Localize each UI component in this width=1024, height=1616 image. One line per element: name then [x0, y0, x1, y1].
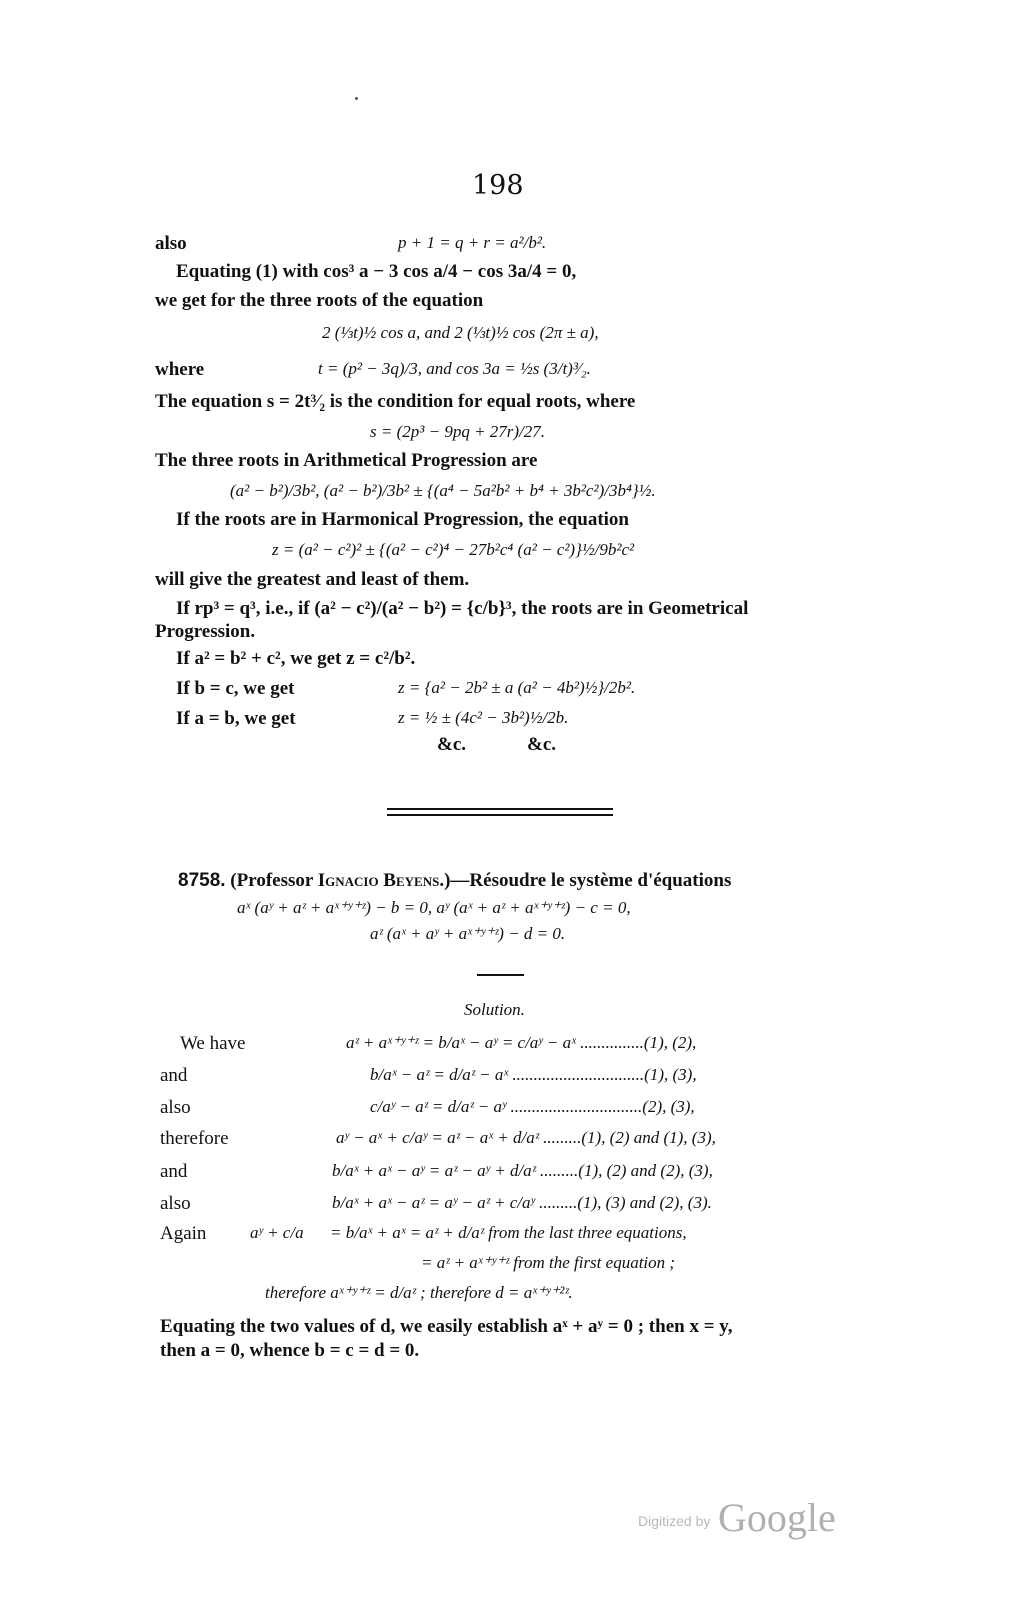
text-line: also	[155, 233, 187, 254]
text-line: we get for the three roots of the equation	[155, 290, 484, 311]
problem-close: .)—Résoudre le système d'équations	[439, 870, 732, 891]
text-line: Equating (1) with cos³ a − 3 cos a/4 − cos 3a/4 = 0,	[176, 261, 577, 282]
solution-label: We have	[180, 1033, 246, 1054]
text-line: If rp³ = q³, i.e., if (a² − c²)/(a² − b²) = {c/b}³, the roots are in Geometrical	[176, 598, 749, 619]
short-rule	[477, 974, 524, 976]
problem-open: (Professor	[230, 870, 318, 891]
text-line: If b = c, we get	[176, 678, 295, 699]
solution-equation: b/aˣ + aˣ − aᶻ = aʸ − aᶻ + c/aʸ .........(1), (3) and (2), (3).	[332, 1193, 712, 1212]
solution-label: therefore	[160, 1128, 229, 1149]
equation: s = (2p³ − 9pq + 27r)/27.	[370, 422, 546, 441]
solution-equation: b/aˣ − aᶻ = d/aᶻ − aˣ ...............................(1), (3),	[370, 1065, 697, 1084]
solution-label: and	[160, 1065, 188, 1086]
equation: aᶻ (aˣ + aʸ + aˣ⁺ʸ⁺ᶻ) − d = 0.	[370, 924, 566, 943]
equation: p + 1 = q + r = a²/b².	[398, 233, 547, 252]
divider-rule	[387, 814, 613, 816]
text-line: If the roots are in Harmonical Progression, the equation	[176, 509, 629, 530]
solution-label: also	[160, 1193, 191, 1214]
solution-equation: aʸ − aˣ + c/aʸ = aᶻ − aˣ + d/aᶻ .........(1), (2) and (1), (3),	[336, 1128, 716, 1147]
page-number: 198	[472, 170, 524, 201]
text-line: will give the greatest and least of them.	[155, 569, 470, 590]
solution-equation: = aᶻ + aˣ⁺ʸ⁺ᶻ from the first equation ;	[421, 1253, 676, 1272]
solution-heading: Solution.	[464, 1000, 525, 1019]
etc: &c.	[437, 734, 467, 755]
text-line: where	[155, 359, 205, 380]
problem-number: 8758.	[178, 870, 226, 891]
text-line: If a² = b² + c², we get z = c²/b².	[176, 648, 416, 669]
solution-label: Again	[160, 1223, 207, 1244]
divider-rule	[387, 808, 613, 810]
text-line: The three roots in Arithmetical Progression are	[155, 450, 538, 471]
text-line: If a = b, we get	[176, 708, 296, 729]
solution-equation: c/aʸ − aᶻ = d/aᶻ − aʸ ...............................(2), (3),	[370, 1097, 695, 1116]
equation: (a² − b²)/3b², (a² − b²)/3b² ± {(a⁴ − 5a²b² + b⁴ + 3b²c²)/3b⁴}½.	[230, 481, 656, 500]
text-line: Equating the two values of d, we easily establish aˣ + aʸ = 0 ; then x = y,	[160, 1316, 733, 1337]
text-line: The equation s = 2t³⁄₂ is the condition for equal roots, where	[155, 391, 636, 412]
solution-equation: b/aˣ + aˣ − aʸ = aᶻ − aʸ + d/aᶻ .........(1), (2) and (2), (3),	[332, 1161, 713, 1180]
equation: z = {a² − 2b² ± a (a² − 4b²)½}/2b².	[398, 678, 636, 697]
google-logo: Google	[718, 1495, 836, 1540]
problem-statement	[178, 870, 731, 892]
equation: z = (a² − c²)² ± {(a² − c²)⁴ − 27b²c⁴ (a² − c²)}½/9b²c²	[272, 540, 635, 559]
solution-equation: = b/aˣ + aˣ = aᶻ + d/aᶻ from the last three equations,	[330, 1223, 687, 1242]
text-line: Progression.	[155, 621, 256, 642]
equation: t = (p² − 3q)/3, and cos 3a = ½s (3/t)³⁄₂.	[318, 359, 591, 378]
speck	[355, 97, 358, 100]
equation: aˣ (aʸ + aᶻ + aˣ⁺ʸ⁺ᶻ) − b = 0, aʸ (aˣ + aᶻ + aˣ⁺ʸ⁺ᶻ) − c = 0,	[237, 898, 631, 917]
solution-equation: therefore aˣ⁺ʸ⁺ᶻ = d/aᶻ ; therefore d = aˣ⁺ʸ⁺²ᶻ.	[265, 1283, 573, 1302]
equation: z = ½ ± (4c² − 3b²)½/2b.	[398, 708, 569, 727]
text-line: then a = 0, whence b = c = d = 0.	[160, 1340, 420, 1361]
solution-equation: aʸ + c/a	[250, 1223, 304, 1242]
solution-label: also	[160, 1097, 191, 1118]
equation: 2 (⅓t)½ cos a, and 2 (⅓t)½ cos (2π ± a),	[322, 323, 599, 342]
solution-label: and	[160, 1161, 188, 1182]
solution-equation: aᶻ + aˣ⁺ʸ⁺ᶻ = b/aˣ − aʸ = c/aʸ − aˣ ...............(1), (2),	[346, 1033, 697, 1052]
problem-author: Ignacio Beyens	[317, 870, 440, 891]
etc: &c.	[527, 734, 557, 755]
digitized-by-text: Digitized by	[638, 1513, 711, 1529]
